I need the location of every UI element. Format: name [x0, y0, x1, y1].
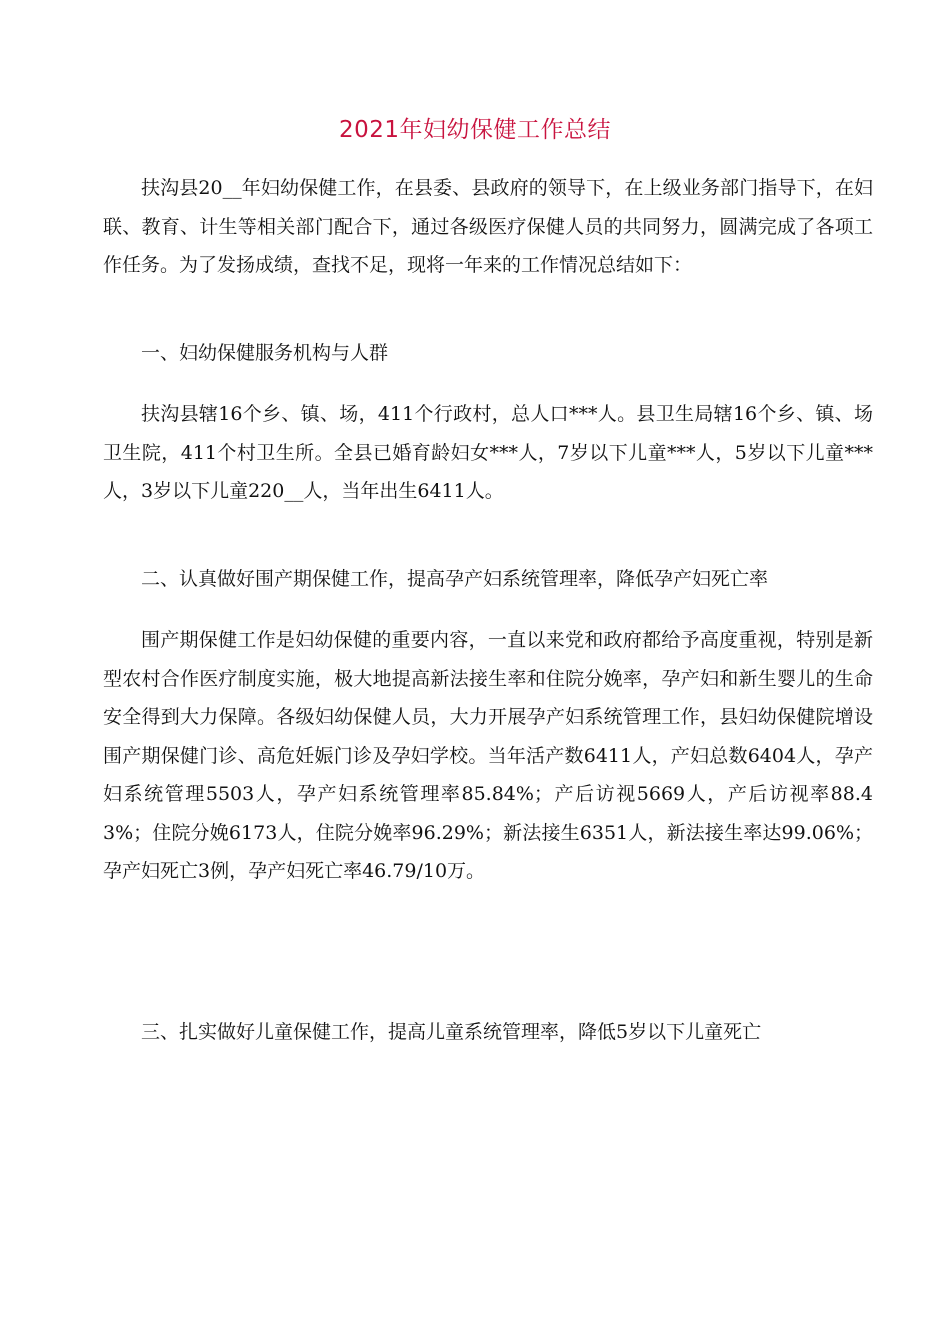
section-2-text: 围产期保健工作是妇幼保健的重要内容，一直以来党和政府都给予高度重视，特别是新型农村合作医疗制度实施，极大地提高新法接生率和住院分娩率，孕产妇和新生婴儿的生命安全得到大力保障。各级妇幼保健人员，大力开展孕产妇系统管理工作，县妇幼保健院增设围产期保健门诊、高危妊娠门诊及孕妇学校。当年活产数6411人，产妇总数6404人，孕产妇系统管理5503人，孕产妇系统管理率85.84%；产后访视5669人，产后访视率88.43%；住院分娩6173人，住院分娩率96.29%；新法接生6351人，新法接生率达99.06%；孕产妇死亡3例，孕产妇死亡率46.79/10万。 — [103, 629, 873, 882]
intro-paragraph — [103, 169, 873, 285]
section-2-heading-text: 二、认真做好围产期保健工作，提高孕产妇系统管理率，降低孕产妇死亡率 — [141, 568, 769, 590]
section-2-heading — [103, 560, 873, 599]
document-title: 2021年妇幼保健工作总结 — [338, 117, 612, 143]
section-3-heading — [103, 1013, 873, 1052]
section-2-paragraph — [103, 621, 873, 891]
section-1-text: 扶沟县辖16个乡、镇、场，411个行政村，总人口***人。县卫生局辖16个乡、镇、场卫生院，411个村卫生所。全县已婚育龄妇女***人，7岁以下儿童***人，5岁以下儿童***人，3岁以下儿童220__人，当年出生6411人。 — [103, 403, 873, 502]
section-3-heading-text: 三、扎实做好儿童保健工作，提高儿童系统管理率，降低5岁以下儿童死亡 — [141, 1021, 762, 1043]
intro-text: 扶沟县20__年妇幼保健工作，在县委、县政府的领导下，在上级业务部门指导下，在妇联、教育、计生等相关部门配合下，通过各级医疗保健人员的共同努力，圆满完成了各项工作任务。为了发扬成绩，查找不足，现将一年来的工作情况总结如下： — [103, 177, 873, 276]
section-1-heading — [103, 334, 873, 373]
section-1-paragraph — [103, 395, 873, 511]
section-1-heading-text: 一、妇幼保健服务机构与人群 — [141, 342, 389, 364]
